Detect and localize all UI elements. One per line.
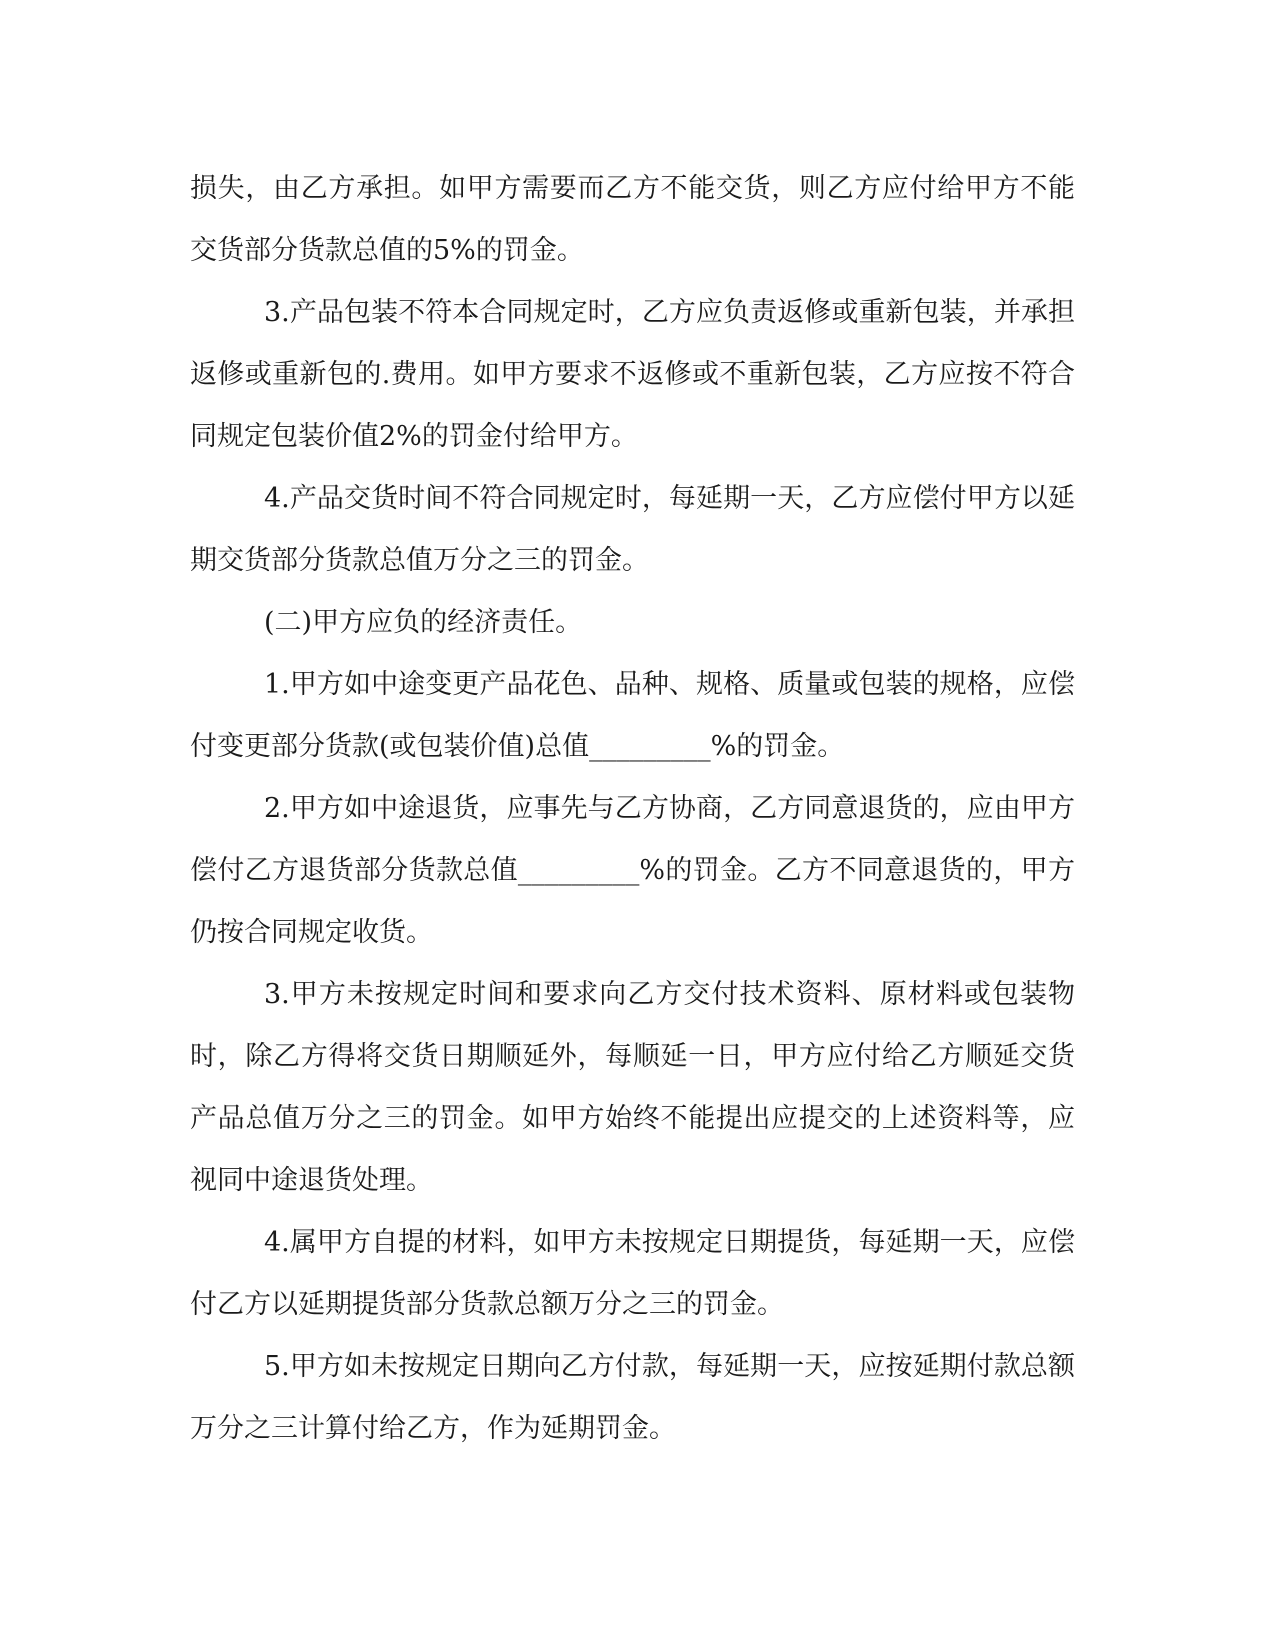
section-heading: (二)甲方应负的经济责任。	[264, 607, 583, 638]
paragraph-clause-5: 5.甲方如未按规定日期向乙方付款，每延期一天，应按延期付款总额万分之三计算付给乙方，作为延期罚金。	[190, 1351, 1075, 1444]
paragraph-clause-3b: 3.甲方未按规定时间和要求向乙方交付技术资料、原材料或包装物时，除乙方得将交货日期顺延外，每顺延一日，甲方应付给乙方顺延交货产品总值万分之三的罚金。如甲方始终不能提出应提交的上述资料等，应视同中途退货处理。	[190, 979, 1075, 1196]
paragraph-clause-1: 1.甲方如中途变更产品花色、品种、规格、质量或包装的规格，应偿付变更部分货款(或包装价值)总值_________%的罚金。	[190, 669, 1075, 762]
paragraph-clause-4b: 4.属甲方自提的材料，如甲方未按规定日期提货，每延期一天，应偿付乙方以延期提货部分货款总额万分之三的罚金。	[190, 1227, 1075, 1320]
paragraph-clause-4: 4.产品交货时间不符合同规定时，每延期一天，乙方应偿付甲方以延期交货部分货款总值万分之三的罚金。	[190, 483, 1075, 576]
paragraph-clause-2: 2.甲方如中途退货，应事先与乙方协商，乙方同意退货的，应由甲方偿付乙方退货部分货款总值_________%的罚金。乙方不同意退货的，甲方仍按合同规定收货。	[190, 793, 1075, 948]
paragraph-clause-3: 3.产品包装不符本合同规定时，乙方应负责返修或重新包装，并承担返修或重新包的.费用。如甲方要求不返修或不重新包装，乙方应按不符合同规定包装价值2%的罚金付给甲方。	[190, 297, 1075, 452]
body-text	[190, 158, 1075, 1460]
paragraph-continuation: 损失，由乙方承担。如甲方需要而乙方不能交货，则乙方应付给甲方不能交货部分货款总值的5%的罚金。	[190, 173, 1075, 266]
